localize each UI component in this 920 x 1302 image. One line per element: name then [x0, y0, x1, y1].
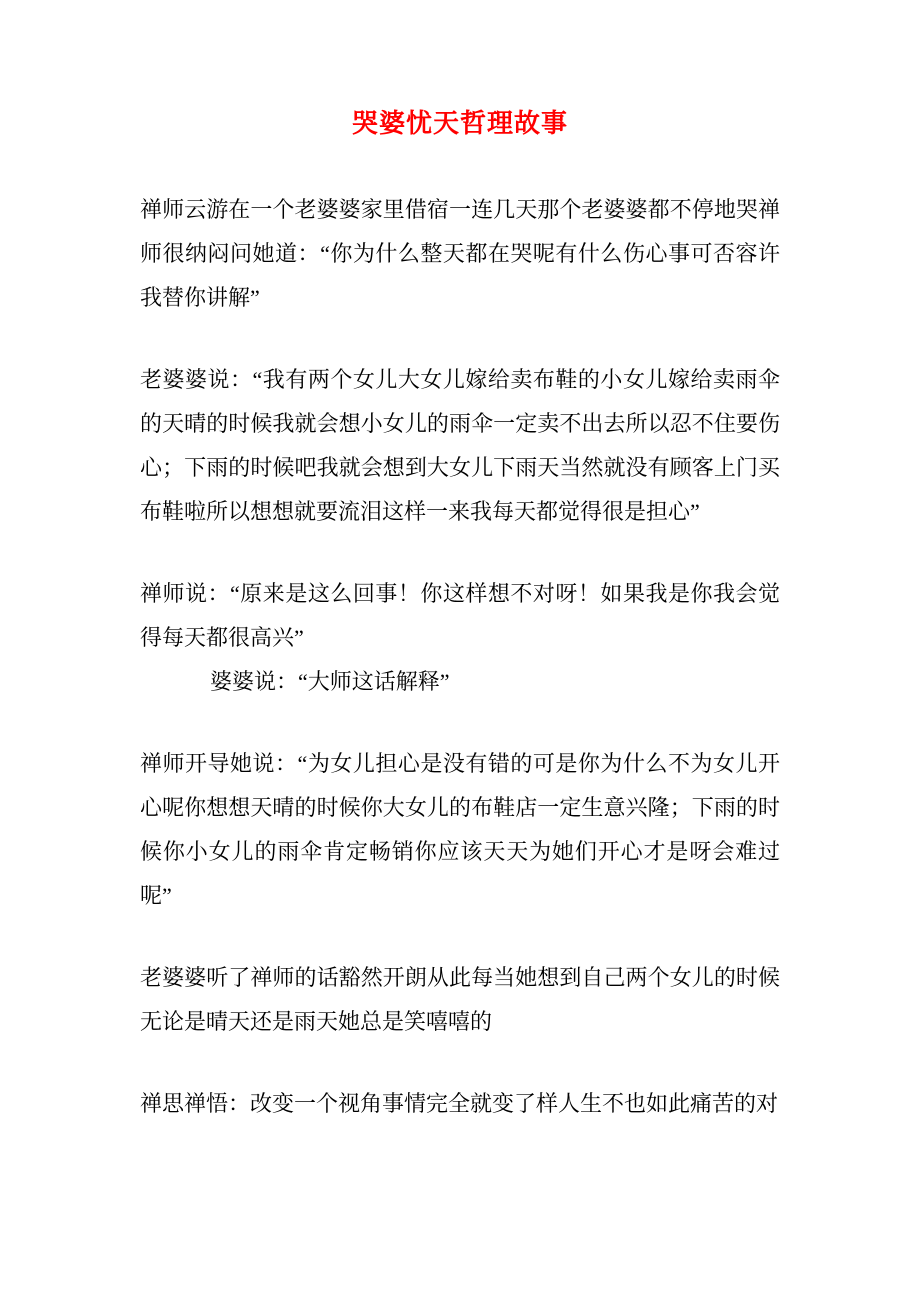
paragraph-monk-replies: 禅师说：“原来是这么回事！你这样想不对呀！如果我是你我会觉得每天都很高兴” [140, 581, 780, 650]
paragraph-monk-guides: 禅师开导她说：“为女儿担心是没有错的可是你为什么不为女儿开心呢你想想天晴的时候你大女儿的布鞋店一定生意兴隆；下雨的时候你小女儿的雨伞肯定畅销你应该天天为她们开心才是呀会难过呢” [140, 751, 780, 908]
document-title: 哭婆忧天哲理故事 [351, 109, 568, 138]
paragraph-zen-insight: 禅思禅悟：改变一个视角事情完全就变了样人生不也如此痛苦的对 [140, 1091, 779, 1116]
paragraph-granny-enlightened: 老婆婆听了禅师的话豁然开朗从此每当她想到自己两个女儿的时候无论是晴天还是雨天她总是笑嘻嘻的 [140, 965, 780, 1034]
paragraph-monk-visits: 禅师云游在一个老婆婆家里借宿一连几天那个老婆婆都不停地哭禅师很纳闷问她道：“你为什么整天都在哭呢有什么伤心事可否容许我替你讲解” [140, 197, 780, 310]
paragraph-granny-asks: 婆婆说：“大师这话解释” [210, 669, 450, 694]
document-body [140, 188, 780, 1126]
paragraph-granny-explains: 老婆婆说：“我有两个女儿大女儿嫁给卖布鞋的小女儿嫁给卖雨伞的天晴的时候我就会想小女儿的雨伞一定卖不出去所以忍不住要伤心；下雨的时候吧我就会想到大女儿下雨天当然就没有顾客上门买布鞋啦所以想想就要流泪这样一来我每天都觉得很是担心” [140, 367, 780, 524]
